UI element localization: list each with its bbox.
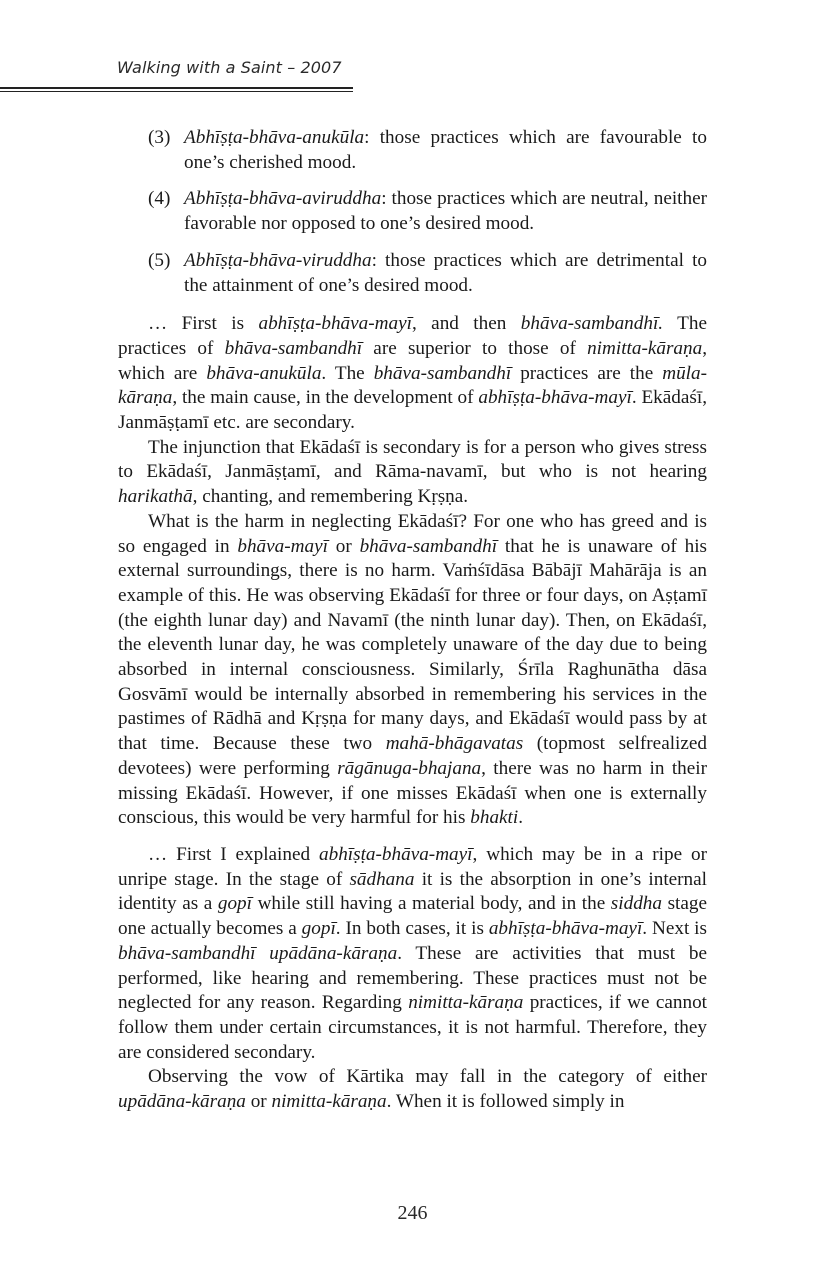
italic-term: bhāva-sambandhī. bbox=[520, 313, 664, 335]
italic-term: bhāva-anukūla bbox=[206, 362, 322, 384]
italic-term: harikathā bbox=[118, 486, 193, 508]
text-run: while still having a material body, and in the bbox=[251, 893, 611, 915]
page-number: 246 bbox=[397, 1202, 428, 1224]
list-item bbox=[148, 187, 707, 236]
italic-term: nimitta-kāraṇa bbox=[587, 337, 703, 359]
text-run: , there was no harm in their missing Ekādaśī. However, if one misses Ekādaśī when one is externally conscious, this would be very harmful for his bbox=[118, 757, 707, 829]
list-text bbox=[184, 249, 707, 298]
text-run: . Ekādaśī, Janmāṣṭamī etc. are secondary. bbox=[118, 387, 707, 434]
italic-term: sādhana bbox=[349, 868, 415, 890]
text-run: . These are activities that must be performed, like hearing and remembering. These practices must not be neglected for any reason. Regarding bbox=[118, 942, 707, 1014]
text-run: The injunction that Ekādaśī is secondary is for a person who gives stress to Ekādaśī, Janmāṣṭamī, and Rāma-navamī, but who is not hearing bbox=[118, 436, 707, 483]
list-number: (5) bbox=[148, 249, 171, 271]
list-item bbox=[148, 126, 707, 175]
italic-term: gopī bbox=[301, 918, 336, 940]
text-run: , which are bbox=[118, 337, 707, 384]
text-run: Observing the vow of Kārtika may fall in the category of either bbox=[148, 1066, 707, 1088]
text-run: . When it is followed simply in bbox=[386, 1091, 625, 1113]
text-run: , the main cause, in the development of bbox=[172, 387, 479, 409]
header-title: Walking with a Saint – 2007 bbox=[117, 58, 342, 77]
italic-term: upādāna-kāraṇa bbox=[118, 1091, 246, 1113]
text-run: The practices of bbox=[118, 313, 707, 359]
italic-term: bhāva-sambandhī bbox=[359, 535, 498, 557]
italic-term: nimitta-kāraṇa bbox=[271, 1091, 387, 1113]
text-run: . In both cases, it is bbox=[335, 918, 489, 940]
list-description: : those practices which are favourable to one’s cherished mood. bbox=[184, 127, 707, 173]
list-text bbox=[184, 126, 707, 175]
italic-term: mahā-bhāgavatas bbox=[385, 733, 524, 755]
list-term: Abhīṣṭa-bhāva-anukūla bbox=[184, 127, 365, 148]
italic-term: abhīṣṭa-bhāva-mayī bbox=[488, 918, 643, 940]
text-run: . bbox=[518, 807, 524, 829]
header-rule-thick bbox=[0, 87, 353, 89]
text-run: practices, if we cannot follow them under certain circumstances, it is not harmful. Therefore, they are considered secondary. bbox=[118, 992, 707, 1063]
body-text bbox=[118, 126, 707, 1115]
practice-list bbox=[118, 126, 707, 298]
text-run: , and then bbox=[411, 313, 521, 335]
italic-term: abhīṣṭa-bhāva-mayī bbox=[478, 387, 632, 409]
text-run: stage one actually becomes a bbox=[118, 893, 707, 940]
list-term: Abhīṣṭa-bhāva-viruddha bbox=[184, 249, 372, 271]
italic-term: nimitta-kāraṇa bbox=[408, 992, 524, 1014]
text-run: … First is bbox=[148, 313, 259, 335]
text-run: it is the absorption in one’s internal identity as a bbox=[118, 868, 707, 915]
paragraph bbox=[118, 1065, 707, 1114]
italic-term: mūla-kāraṇa bbox=[118, 362, 707, 409]
italic-term: abhīṣṭa-bhāva-mayī bbox=[319, 843, 473, 865]
list-term: Abhīṣṭa-bhāva-aviruddha bbox=[184, 188, 382, 210]
italic-term: abhīṣṭa-bhāva-mayī bbox=[258, 313, 412, 335]
header-rule-thin bbox=[0, 91, 353, 92]
paragraph bbox=[118, 510, 707, 831]
text-run: . The bbox=[321, 362, 374, 384]
italic-term: bhakti bbox=[470, 807, 519, 829]
text-run: , which may be in a ripe or unripe stage. In the stage of bbox=[118, 843, 707, 890]
text-run: are superior to those of bbox=[362, 337, 588, 359]
paragraph bbox=[118, 843, 707, 1065]
italic-term: gopī bbox=[217, 893, 252, 915]
paragraph bbox=[118, 312, 707, 436]
list-description: : those practices which are detrimental to the attainment of one’s desired mood. bbox=[184, 249, 707, 296]
list-item bbox=[148, 249, 707, 298]
text-run: What is the harm in neglecting Ekādaśī? For one who has greed and is so engaged in bbox=[118, 510, 707, 557]
italic-term: rāgānuga-bhajana bbox=[337, 757, 482, 779]
text-run: . Next is bbox=[642, 918, 707, 940]
list-number: (3) bbox=[148, 127, 171, 148]
italic-term: siddha bbox=[610, 893, 662, 915]
text-run: or bbox=[245, 1091, 272, 1113]
list-number: (4) bbox=[148, 188, 171, 210]
italic-term: bhāva-sambandhī bbox=[224, 337, 363, 359]
italic-term: bhāva-mayī bbox=[237, 535, 328, 557]
paragraph bbox=[118, 436, 707, 510]
text-run: … First I explained bbox=[148, 843, 320, 865]
italic-term: bhāva-sambandhī upādāna-kāraṇa bbox=[118, 942, 398, 964]
text-run: or bbox=[327, 535, 360, 557]
italic-term: bhāva-sambandhī bbox=[373, 362, 512, 384]
list-text bbox=[184, 187, 707, 236]
text-run: , chanting, and remembering Kṛṣṇa. bbox=[192, 486, 469, 508]
text-run: that he is unaware of his external surroundings, there is no harm. Vaṁśīdāsa Bābājī Mahārāja is an example of this. He was observing Ekādaśī for three or four days, on Aṣṭamī (the eighth lunar day) and Navamī (the ninth lunar day). Then, on Ekādaśī, the eleventh lunar day, he was completely unaware of the day due to being absorbed in internal consciousness. Similarly, Śrīla Raghunātha dāsa Gosvāmī would be internally absorbed in remembering his services in the pastimes of Rādhā and Kṛṣṇa for many days, and Ekādaśī would pass by at that time. Because these two bbox=[118, 535, 707, 755]
text-run: practices are the bbox=[511, 362, 663, 384]
list-description: : those practices which are neutral, neither favorable nor opposed to one’s desired mood. bbox=[184, 188, 707, 235]
text-run: (topmost selfrealized devotees) were performing bbox=[118, 733, 707, 779]
